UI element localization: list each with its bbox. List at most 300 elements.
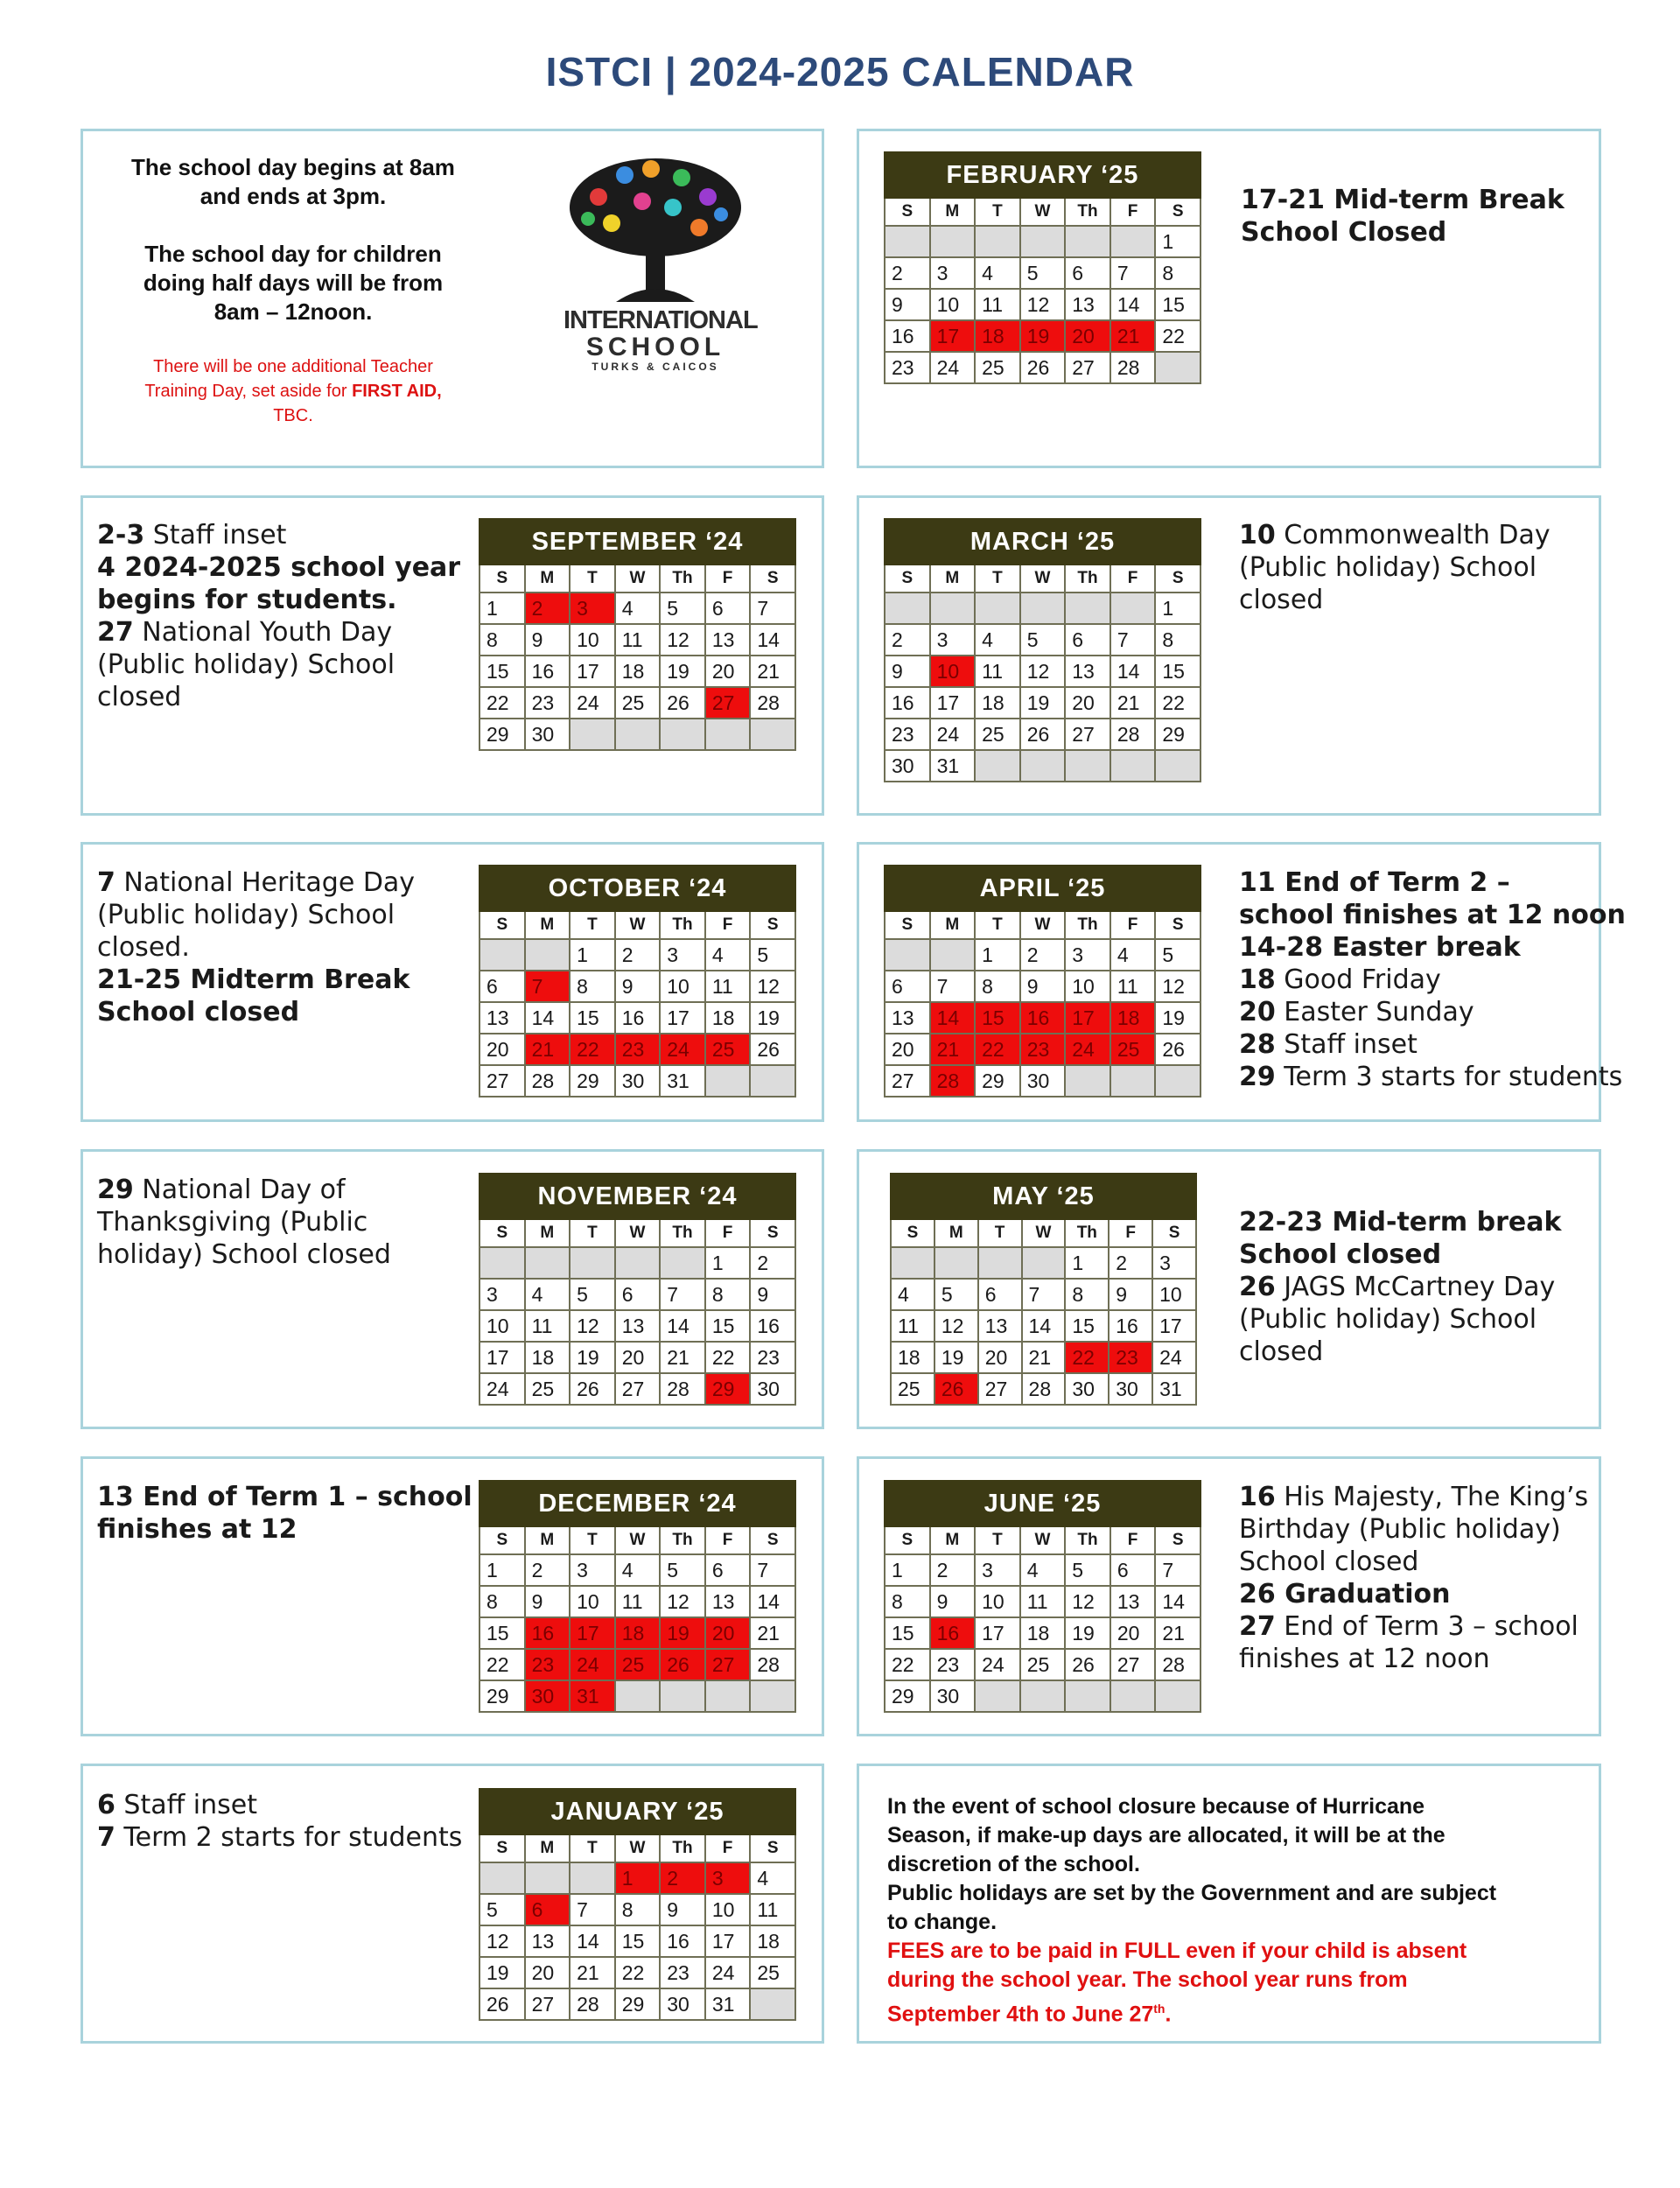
closed-day-cell: 22 — [1065, 1342, 1109, 1373]
month-title: DECEMBER ‘24 — [480, 1481, 795, 1526]
day-cell: 21 — [1110, 687, 1156, 719]
day-cell: 14 — [1155, 1586, 1200, 1617]
note-line — [1239, 1206, 1561, 1238]
day-cell: 4 — [615, 593, 661, 624]
note-bold-text: 7 — [97, 1822, 116, 1853]
day-cell: 31 — [1152, 1373, 1196, 1405]
weekday-header: S — [480, 911, 525, 939]
month-title: OCTOBER ‘24 — [480, 866, 795, 911]
empty-day-cell — [1110, 593, 1156, 624]
weekday-header: S — [480, 1219, 525, 1247]
day-cell: 3 — [1065, 939, 1110, 971]
weekday-header: Th — [1065, 198, 1110, 226]
day-cell: 28 — [1022, 1373, 1066, 1405]
note-line — [97, 519, 460, 551]
weekday-header: T — [975, 198, 1020, 226]
weekday-header: Th — [1065, 565, 1110, 593]
day-cell: 11 — [891, 1310, 934, 1342]
week-row — [480, 656, 795, 687]
note-bold-text: 13 End of Term 1 – school — [97, 1482, 472, 1512]
day-cell: 22 — [480, 1649, 525, 1680]
day-cell: 14 — [1110, 656, 1156, 687]
day-cell: 22 — [885, 1649, 930, 1680]
weekday-header: Th — [1065, 1219, 1109, 1247]
day-cell: 12 — [934, 1310, 978, 1342]
weekday-header: S — [480, 1526, 525, 1554]
day-cell: 13 — [615, 1310, 661, 1342]
day-cell: 27 — [1110, 1649, 1156, 1680]
day-cell: 24 — [480, 1373, 525, 1405]
note-text: Commonwealth Day — [1275, 520, 1550, 551]
weekday-header: S — [885, 198, 930, 226]
day-cell: 11 — [750, 1894, 795, 1925]
day-cell: 20 — [480, 1034, 525, 1065]
day-cell: 8 — [615, 1894, 661, 1925]
note-text: National Youth Day — [133, 617, 393, 648]
day-cell: 3 — [975, 1554, 1020, 1586]
note-text: Staff inset — [115, 1790, 258, 1820]
day-cell: 3 — [1152, 1247, 1196, 1279]
weekday-header: S — [1152, 1219, 1196, 1247]
closed-day-cell: 24 — [570, 1649, 615, 1680]
day-cell: 4 — [1020, 1554, 1066, 1586]
week-row — [885, 257, 1200, 289]
day-cell: 19 — [1065, 1617, 1110, 1649]
day-cell: 7 — [930, 971, 976, 1002]
week-row — [480, 1617, 795, 1649]
empty-day-cell — [975, 593, 1020, 624]
weekday-header: Th — [660, 1526, 705, 1554]
intro-line: The school day for children — [144, 241, 442, 267]
day-cell: 13 — [480, 1002, 525, 1034]
day-cell: 11 — [525, 1310, 570, 1342]
week-row — [885, 971, 1200, 1002]
day-cell: 10 — [660, 971, 705, 1002]
notes-february — [1241, 184, 1564, 249]
empty-day-cell — [885, 226, 930, 257]
note-bold-text: 29 — [97, 1175, 134, 1205]
day-cell: 11 — [615, 1586, 661, 1617]
empty-day-cell — [1065, 226, 1110, 257]
day-cell: 1 — [480, 1554, 525, 1586]
week-row — [891, 1342, 1196, 1373]
notes-october — [97, 866, 415, 1028]
closed-day-cell: 27 — [705, 1649, 751, 1680]
day-cell: 4 — [705, 939, 751, 971]
week-row — [891, 1279, 1196, 1310]
day-cell: 26 — [1020, 719, 1066, 750]
note-text: His Majesty, The King’s — [1275, 1482, 1589, 1512]
day-cell: 1 — [1155, 226, 1200, 257]
day-cell: 24 — [930, 719, 976, 750]
note-bold-text: School Closed — [1241, 217, 1447, 248]
week-row — [480, 1373, 795, 1405]
week-row — [885, 1002, 1200, 1034]
weekday-header: T — [570, 1219, 615, 1247]
day-cell: 3 — [660, 939, 705, 971]
day-cell: 5 — [750, 939, 795, 971]
closed-day-cell: 6 — [525, 1894, 570, 1925]
day-cell: 26 — [480, 1988, 525, 2020]
day-cell: 30 — [1065, 1373, 1109, 1405]
empty-day-cell — [570, 719, 615, 750]
empty-day-cell — [1155, 1680, 1200, 1712]
closed-day-cell: 21 — [930, 1034, 976, 1065]
day-cell: 5 — [570, 1279, 615, 1310]
note-first-aid: FIRST AID, — [352, 382, 442, 401]
day-cell: 5 — [660, 593, 705, 624]
day-cell: 17 — [705, 1925, 751, 1957]
day-cell: 21 — [750, 1617, 795, 1649]
day-cell: 13 — [705, 1586, 751, 1617]
weekday-header: Th — [660, 1219, 705, 1247]
day-cell: 28 — [1110, 719, 1156, 750]
day-cell: 15 — [480, 656, 525, 687]
note-line — [1239, 1610, 1588, 1643]
note-line — [1239, 551, 1550, 584]
intro-line: and ends at 3pm. — [200, 183, 387, 209]
day-cell: 7 — [1022, 1279, 1066, 1310]
day-cell: 21 — [1155, 1617, 1200, 1649]
day-cell: 12 — [660, 624, 705, 656]
day-cell: 17 — [570, 656, 615, 687]
closed-day-cell: 19 — [1020, 320, 1066, 352]
note-bold-text: begins for students. — [97, 585, 397, 615]
note-line — [1239, 1546, 1588, 1578]
notes-january — [97, 1789, 462, 1854]
month-title: JANUARY ‘25 — [480, 1789, 795, 1834]
note-text: closed — [1239, 1336, 1324, 1367]
day-cell: 3 — [480, 1279, 525, 1310]
day-cell: 6 — [705, 1554, 751, 1586]
note-text: finishes at 12 noon — [1239, 1644, 1490, 1674]
day-cell: 12 — [480, 1925, 525, 1957]
day-cell: 12 — [1020, 289, 1066, 320]
empty-day-cell — [1065, 593, 1110, 624]
day-cell: 22 — [705, 1342, 751, 1373]
closed-day-cell: 23 — [1020, 1034, 1066, 1065]
empty-day-cell — [975, 750, 1020, 782]
day-cell: 29 — [975, 1065, 1020, 1097]
closed-day-cell: 19 — [660, 1617, 705, 1649]
empty-day-cell — [978, 1247, 1022, 1279]
empty-day-cell — [1065, 750, 1110, 782]
empty-day-cell — [480, 1862, 525, 1894]
empty-day-cell — [885, 939, 930, 971]
note-line: There will be one additional Teacher — [153, 357, 433, 376]
weekday-header: T — [570, 1834, 615, 1862]
weekday-header: Th — [1065, 1526, 1110, 1554]
day-cell: 17 — [660, 1002, 705, 1034]
day-cell: 20 — [705, 656, 751, 687]
note-bold-text: School closed — [97, 997, 300, 1027]
note-line — [97, 996, 415, 1028]
day-cell: 8 — [705, 1279, 751, 1310]
note-bold-text: School closed — [1239, 1239, 1442, 1270]
day-cell: 20 — [525, 1957, 570, 1988]
note-text: closed — [1239, 585, 1324, 615]
day-cell: 17 — [1152, 1310, 1196, 1342]
day-cell: 5 — [1020, 257, 1066, 289]
note-text: (Public holiday) School — [1239, 1304, 1537, 1335]
note-line — [97, 1821, 462, 1854]
day-cell: 2 — [1109, 1247, 1152, 1279]
closed-day-cell: 25 — [1110, 1034, 1156, 1065]
day-cell: 27 — [885, 1065, 930, 1097]
day-cell: 6 — [1065, 624, 1110, 656]
week-row — [480, 719, 795, 750]
day-cell: 2 — [885, 257, 930, 289]
day-cell: 11 — [975, 656, 1020, 687]
fees-superscript: th — [1153, 2002, 1166, 2016]
note-bold-text: 7 — [97, 867, 116, 898]
day-cell: 29 — [480, 1680, 525, 1712]
closed-day-cell: 21 — [1110, 320, 1156, 352]
day-cell: 16 — [750, 1310, 795, 1342]
day-cell: 19 — [750, 1002, 795, 1034]
day-cell: 11 — [975, 289, 1020, 320]
day-cell: 5 — [1155, 939, 1200, 971]
day-cell: 10 — [705, 1894, 751, 1925]
week-row — [480, 1894, 795, 1925]
day-cell: 19 — [1155, 1002, 1200, 1034]
week-row — [480, 1310, 795, 1342]
day-cell: 15 — [570, 1002, 615, 1034]
note-bold-text: 28 — [1239, 1029, 1276, 1060]
day-cell: 9 — [660, 1894, 705, 1925]
empty-day-cell — [975, 226, 1020, 257]
note-text: National Day of — [133, 1175, 346, 1205]
note-line — [1239, 1303, 1561, 1336]
note-bold-text: 14-28 Easter break — [1239, 932, 1521, 963]
info-line: to change. — [887, 1910, 998, 1934]
day-cell: 4 — [750, 1862, 795, 1894]
day-cell: 25 — [615, 687, 661, 719]
school-logo — [564, 153, 758, 373]
note-bold-text: 10 — [1239, 520, 1276, 551]
day-cell: 2 — [1020, 939, 1066, 971]
empty-day-cell — [660, 1247, 705, 1279]
day-cell: 20 — [1110, 1617, 1156, 1649]
note-line — [1239, 519, 1550, 551]
day-cell: 21 — [570, 1957, 615, 1988]
weekday-header: W — [615, 911, 661, 939]
day-cell: 28 — [750, 687, 795, 719]
note-bold-text: 18 — [1239, 964, 1276, 995]
day-cell: 31 — [705, 1988, 751, 2020]
notes-april — [1239, 866, 1626, 1093]
note-line — [97, 1174, 391, 1206]
note-line — [97, 551, 460, 584]
empty-day-cell — [750, 1065, 795, 1097]
day-cell: 9 — [930, 1586, 976, 1617]
empty-day-cell — [525, 1247, 570, 1279]
day-cell: 4 — [525, 1279, 570, 1310]
page-title: ISTCI | 2024-2025 CALENDAR — [545, 49, 1135, 95]
day-cell: 12 — [1065, 1586, 1110, 1617]
empty-day-cell — [1155, 352, 1200, 383]
empty-day-cell — [570, 1247, 615, 1279]
empty-day-cell — [934, 1247, 978, 1279]
weekday-header: F — [705, 1834, 751, 1862]
day-cell: 21 — [750, 656, 795, 687]
fees-period: . — [1165, 2002, 1172, 2027]
day-cell: 4 — [975, 257, 1020, 289]
weekday-header: S — [750, 911, 795, 939]
week-row — [480, 1002, 795, 1034]
day-cell: 22 — [615, 1957, 661, 1988]
day-cell: 5 — [1020, 624, 1066, 656]
calendar-february — [884, 151, 1201, 384]
day-cell: 10 — [1065, 971, 1110, 1002]
day-cell: 13 — [978, 1310, 1022, 1342]
weekday-header: S — [885, 1526, 930, 1554]
day-cell: 23 — [885, 352, 930, 383]
calendar-march — [884, 518, 1201, 782]
day-cell: 16 — [615, 1002, 661, 1034]
day-cell: 8 — [570, 971, 615, 1002]
closed-day-cell: 20 — [705, 1617, 751, 1649]
day-cell: 3 — [930, 624, 976, 656]
day-cell: 19 — [570, 1342, 615, 1373]
day-cell: 27 — [978, 1373, 1022, 1405]
closed-day-cell: 18 — [615, 1617, 661, 1649]
day-cell: 24 — [570, 687, 615, 719]
day-cell: 29 — [570, 1065, 615, 1097]
weekday-header: W — [1020, 911, 1066, 939]
closed-day-cell: 1 — [615, 1862, 661, 1894]
day-cell: 18 — [615, 656, 661, 687]
week-row — [480, 939, 795, 971]
weekday-header: W — [615, 1219, 661, 1247]
week-row — [885, 939, 1200, 971]
note-line: Training Day, set aside for — [144, 382, 353, 401]
closed-day-cell: 16 — [525, 1617, 570, 1649]
note-line — [97, 964, 415, 996]
week-row — [480, 1680, 795, 1712]
weekday-header: W — [615, 1526, 661, 1554]
day-cell: 1 — [705, 1247, 751, 1279]
day-cell: 24 — [930, 352, 976, 383]
month-title: NOVEMBER ‘24 — [480, 1174, 795, 1219]
empty-day-cell — [1110, 1065, 1156, 1097]
day-cell: 21 — [660, 1342, 705, 1373]
note-line — [97, 616, 460, 649]
info-line: In the event of school closure because of Hurricane — [887, 1794, 1425, 1819]
note-line — [1239, 899, 1626, 931]
note-bold-text: 26 — [1239, 1272, 1276, 1302]
day-cell: 10 — [930, 289, 976, 320]
note-bold-text: 29 — [1239, 1062, 1276, 1092]
day-cell: 3 — [930, 257, 976, 289]
empty-day-cell — [1020, 1680, 1066, 1712]
empty-day-cell — [1020, 593, 1066, 624]
weekday-header: F — [1110, 565, 1156, 593]
day-cell: 9 — [1020, 971, 1066, 1002]
day-cell: 13 — [1065, 656, 1110, 687]
day-cell: 30 — [1020, 1065, 1066, 1097]
day-cell: 22 — [480, 687, 525, 719]
note-line — [97, 649, 460, 681]
day-cell: 19 — [660, 656, 705, 687]
calendar-october — [479, 865, 796, 1098]
empty-day-cell — [1065, 1065, 1110, 1097]
day-cell: 22 — [1155, 687, 1200, 719]
week-row — [480, 1649, 795, 1680]
day-cell: 6 — [705, 593, 751, 624]
day-cell: 27 — [1065, 352, 1110, 383]
day-cell: 22 — [1155, 320, 1200, 352]
notes-june — [1239, 1481, 1588, 1675]
week-row — [885, 687, 1200, 719]
note-line — [97, 1789, 462, 1821]
note-line — [1239, 996, 1626, 1028]
day-cell: 4 — [615, 1554, 661, 1586]
week-row — [885, 1680, 1200, 1712]
closed-day-cell: 7 — [525, 971, 570, 1002]
day-cell: 14 — [1110, 289, 1156, 320]
weekday-header: M — [934, 1219, 978, 1247]
day-cell: 4 — [975, 624, 1020, 656]
day-cell: 30 — [750, 1373, 795, 1405]
week-row — [885, 289, 1200, 320]
day-cell: 25 — [891, 1373, 934, 1405]
closed-day-cell: 23 — [615, 1034, 661, 1065]
closed-day-cell: 2 — [525, 593, 570, 624]
day-cell: 20 — [615, 1342, 661, 1373]
week-row — [480, 1554, 795, 1586]
day-cell: 21 — [1022, 1342, 1066, 1373]
closed-day-cell: 15 — [975, 1002, 1020, 1034]
day-cell: 23 — [930, 1649, 976, 1680]
closed-day-cell: 31 — [570, 1680, 615, 1712]
closed-day-cell: 18 — [1110, 1002, 1156, 1034]
week-row — [480, 1342, 795, 1373]
month-title: JUNE ‘25 — [885, 1481, 1200, 1526]
day-cell: 10 — [975, 1586, 1020, 1617]
closed-day-cell: 16 — [930, 1617, 976, 1649]
fees-line: September 4th to June 27 — [887, 2002, 1154, 2027]
day-cell: 24 — [975, 1649, 1020, 1680]
day-cell: 14 — [1022, 1310, 1066, 1342]
day-cell: 18 — [975, 687, 1020, 719]
empty-day-cell — [885, 593, 930, 624]
day-cell: 4 — [891, 1279, 934, 1310]
closed-day-cell: 26 — [934, 1373, 978, 1405]
week-row — [480, 1065, 795, 1097]
day-cell: 17 — [480, 1342, 525, 1373]
weekday-header: T — [978, 1219, 1022, 1247]
closed-day-cell: 22 — [975, 1034, 1020, 1065]
note-bold-text: 26 Graduation — [1239, 1579, 1451, 1609]
empty-day-cell — [705, 719, 751, 750]
note-line — [97, 681, 460, 713]
note-line — [97, 1238, 391, 1271]
note-line — [1239, 1061, 1626, 1093]
day-cell: 30 — [930, 1680, 976, 1712]
day-cell: 12 — [1020, 656, 1066, 687]
weekday-header: S — [750, 1834, 795, 1862]
note-bold-text: 27 — [97, 617, 134, 648]
day-cell: 6 — [480, 971, 525, 1002]
weekday-header: S — [1155, 911, 1200, 939]
note-bold-text: finishes at 12 — [97, 1514, 298, 1545]
closed-day-cell: 28 — [930, 1065, 976, 1097]
note-line — [97, 899, 415, 931]
day-cell: 14 — [570, 1925, 615, 1957]
day-cell: 27 — [615, 1373, 661, 1405]
calendar-september — [479, 518, 796, 751]
